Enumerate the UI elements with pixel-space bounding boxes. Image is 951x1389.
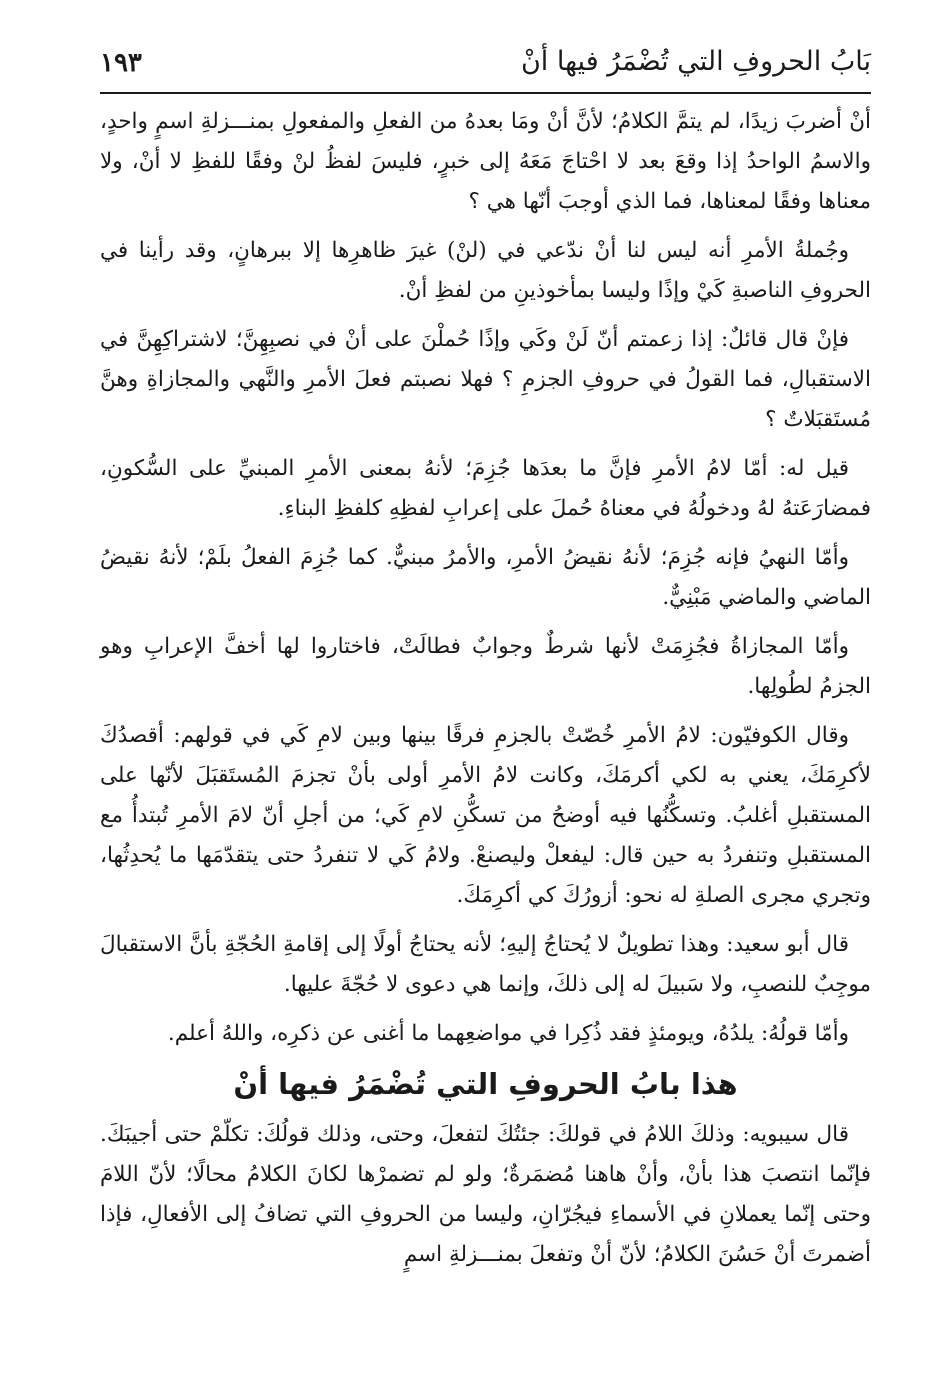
paragraph: وأمّا النهيُ فإنه جُزِمَ؛ لأنهُ نقيضُ الأمرِ، والأمرُ مبنيٌّ. كما جُزِمَ الفعلُ بلَمْ؛ لأنهُ نقيضُ الماضي والماضي مَبْنِيٌّ. [100,545,871,610]
paragraph: وأمّا المجازاةُ فجُزِمَتْ لأنها شرطٌ وجوابٌ فطالَتْ، فاختاروا لها أخفَّ الإعرابِ وهو الجزمُ لطُولِها. [100,634,871,699]
paragraph: قال سيبويه: وذلكَ اللامُ في قولكَ: جئتُكَ لتفعلَ، وحتى، وذلك قولُكَ: تكلّمْ حتى أجيبَكَ. فإنّما انتصبَ هذا بأنْ، وأنْ هاهنا مُضمَرةٌ؛ ولو لم تضمرْها لكانَ الكلامُ محالًا؛ لأنّ اللامَ وحتى إنّما يعملانِ في الأسماءِ فيجُرّانِ، وليسا من الحروفِ التي تضافُ إلى الأفعالِ، فإذا أضمرتَ أنْ حَسُنَ الكلامُ؛ لأنّ أنْ وتفعلَ بمنـــزلةِ اسمٍ [100,1122,871,1267]
paragraph: وجُملةُ الأمرِ أنه ليس لنا أنْ ندّعي في (لنْ) غيرَ ظاهرِها إلا ببرهانٍ، وقد رأينا في الحروفِ الناصبةِ كَيْ وإذًا وليسا بمأخوذينِ من لفظِ أنْ. [100,238,871,303]
paragraph: أنْ أضربَ زيدًا، لم يتمَّ الكلامُ؛ لأنَّ أنْ ومَا بعدهُ من الفعلِ والمفعولِ بمنـــزلةِ اسمٍ واحدٍ، والاسمُ الواحدُ إذا وقعَ بعد لا احْتاجَ مَعَهُ إلى خبرٍ، فليسَ لفظُ لنْ وفقًا للفظِ لا أنْ، ولا معناها وفقًا لمعناها، فما الذي أوجبَ أنّها هي ؟ [100,109,871,214]
chapter-heading: هذا بابُ الحروفِ التي تُضْمَرُ فيها أنْ [233,1067,738,1101]
paragraph: قال أبو سعيد: وهذا تطويلٌ لا يُحتاجُ إليهِ؛ لأنه يحتاجُ أولًا إلى إقامةِ الحُجّةِ بأنَّ الاستقبالَ موجِبٌ للنصبِ، ولا سَبيلَ له إلى ذلكَ، وإنما هي دعوى لا حُجّةَ عليها. [100,932,871,997]
page-body [100,94,871,1275]
paragraph: وقال الكوفيّون: لامُ الأمرِ خُصّتْ بالجزمِ فرقًا بينها وبين لامِ كَي في قولهم: أقصدُكَ لأكرِمَكَ، يعني به لكي أكرمَكَ، وكانت لامُ الأمرِ أولى بأنْ تجزمَ المُستَقبَلَ لأنّها على المستقبلِ أغلبُ. وتسكُّنُها فيه أوضحُ من تسكُّنِ لامِ كَي؛ من أجلِ أنّ لامَ الأمرِ تُبتدأُ مع المستقبلِ وتنفردُ به حين قال: ليفعلْ وليصنعْ. ولامُ كَي لا تنفردُ حتى يتقدّمَها ما يُحدِثُها، وتجري مجرى الصلةِ له نحو: أزورُكَ كي أكرِمَكَ. [100,723,871,908]
page-header [100,40,871,94]
running-title: بَابُ الحروفِ التي تُضْمَرُ فيها أنْ [520,46,871,77]
paragraph: فإنْ قال قائلٌ: إذا زعمتم أنّ لَنْ وكَي وإذًا حُملْنَ على أنْ في نصبِهِنَّ؛ لاشتراكِهِنَّ في الاستقبالِ، فما القولُ في حروفِ الجزمِ ؟ فهلا نصبتم فعلَ الأمرِ والنَّهي والمجازاةِ وهنَّ مُستَقبَلاتٌ ؟ [100,327,871,432]
paragraph: قيل له: أمّا لامُ الأمرِ فإنَّ ما بعدَها جُزِمَ؛ لأنهُ بمعنى الأمرِ المبنيِّ على السُّكونِ، فمضارَعَتهُ لهُ ودخولُهُ في معناهُ حُملَ على إعرابِ لفظِهِ كلفظِ البناءِ. [100,456,871,521]
paragraph: وأمّا قولُهُ: يلدُهُ، ويومئذٍ فقد ذُكِرا في مواضعِهما ما أغنى عن ذكرِه، واللهُ أعلم. [167,1021,849,1046]
page-number: ١٩٣ [100,48,142,78]
